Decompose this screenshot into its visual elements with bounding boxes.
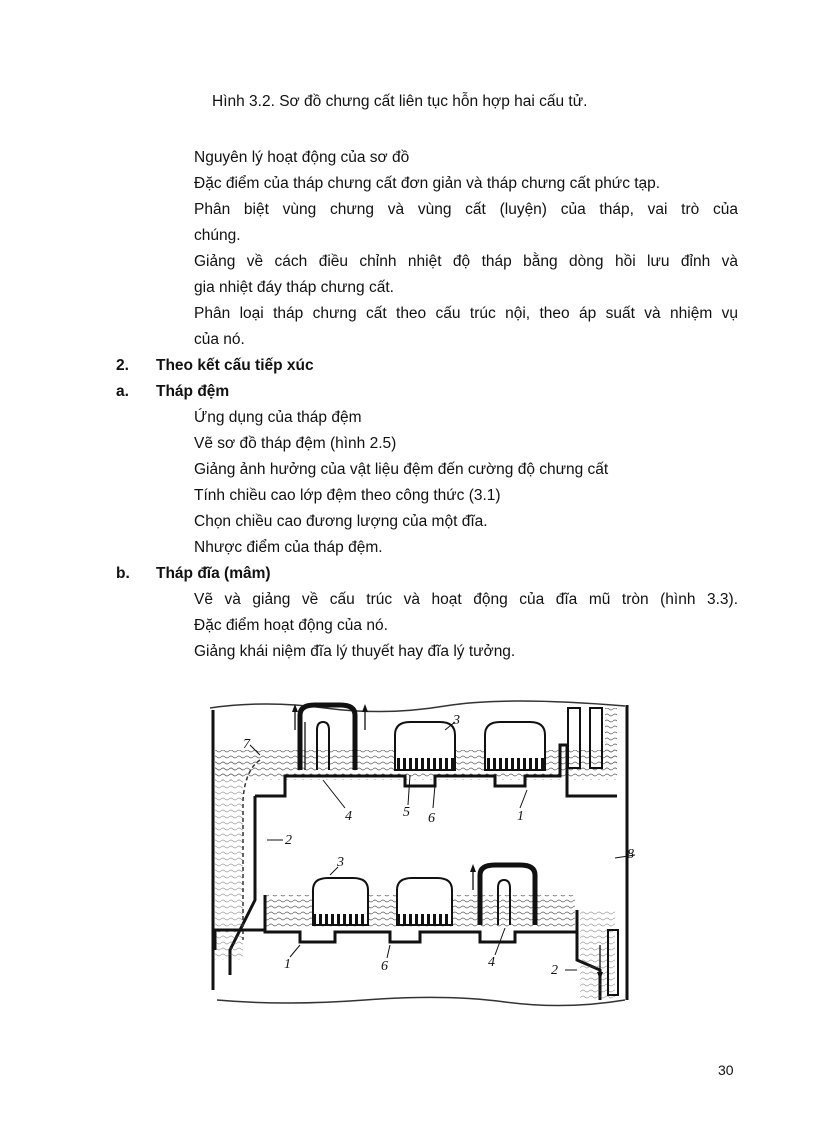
diagram-label: 6 <box>381 959 388 974</box>
section-heading: Tháp đĩa (mâm) <box>156 565 271 582</box>
text-line: Đặc điểm của tháp chưng cất đơn giản và tháp chưng cất phức tạp. <box>194 175 661 192</box>
diagram-label: 2 <box>285 833 292 848</box>
text-line: Nhược điểm của tháp đệm. <box>194 539 383 556</box>
section-heading: Theo kết cấu tiếp xúc <box>156 357 314 374</box>
text-line: Ứng dụng của tháp đệm <box>194 409 362 426</box>
diagram-label: 6 <box>428 811 435 826</box>
text-line: Đặc điểm hoạt động của nó. <box>194 617 388 634</box>
diagram-label: 7 <box>243 737 250 752</box>
text-line: của nó. <box>194 331 245 348</box>
text-line: Giảng ảnh hưởng của vật liệu đệm đến cường độ chưng cất <box>194 461 609 478</box>
text-line: Vẽ sơ đồ tháp đệm (hình 2.5) <box>194 435 397 452</box>
diagram-label: 3 <box>453 713 460 728</box>
text-line: Chọn chiều cao đương lượng của một đĩa. <box>194 513 488 530</box>
text-line: Phân loại tháp chưng cất theo cấu trúc nội, theo áp suất và nhiệm vụ <box>194 305 738 322</box>
text-line: Giảng về cách điều chỉnh nhiệt độ tháp bằng dòng hồi lưu đỉnh và <box>194 253 738 270</box>
diagram-label: 2 <box>551 963 558 978</box>
text-line: Giảng khái niệm đĩa lý thuyết hay đĩa lý tưởng. <box>194 643 516 660</box>
figure-caption: Hình 3.2. Sơ đồ chưng cất liên tục hỗn hợp hai cấu tử. <box>212 93 588 110</box>
diagram-label: 4 <box>345 809 352 824</box>
text-line: Nguyên lý hoạt động của sơ đồ <box>194 149 410 166</box>
text-line: Vẽ và giảng về cấu trúc và hoạt động của đĩa mũ tròn (hình 3.3). <box>194 591 738 608</box>
diagram-label: 4 <box>488 955 495 970</box>
text-line: Phân biệt vùng chưng và vùng cất (luyện) của tháp, vai trò của <box>194 201 738 218</box>
text-line: Tính chiều cao lớp đệm theo công thức (3.1) <box>194 487 501 504</box>
diagram-label: 1 <box>284 957 291 972</box>
page-number: 30 <box>718 1062 734 1078</box>
diagram-label: 1 <box>517 809 524 824</box>
section-number: a. <box>116 383 129 400</box>
diagram-label: 3 <box>337 855 344 870</box>
section-number: b. <box>116 565 130 582</box>
section-number: 2. <box>116 357 129 374</box>
diagram-label: 8 <box>627 847 634 862</box>
bubble-cap-tray-diagram <box>205 700 635 1012</box>
diagram-label: 5 <box>403 805 410 820</box>
text-line: gia nhiệt đáy tháp chưng cất. <box>194 279 394 296</box>
section-heading: Tháp đệm <box>156 383 230 400</box>
text-line: chúng. <box>194 227 241 244</box>
